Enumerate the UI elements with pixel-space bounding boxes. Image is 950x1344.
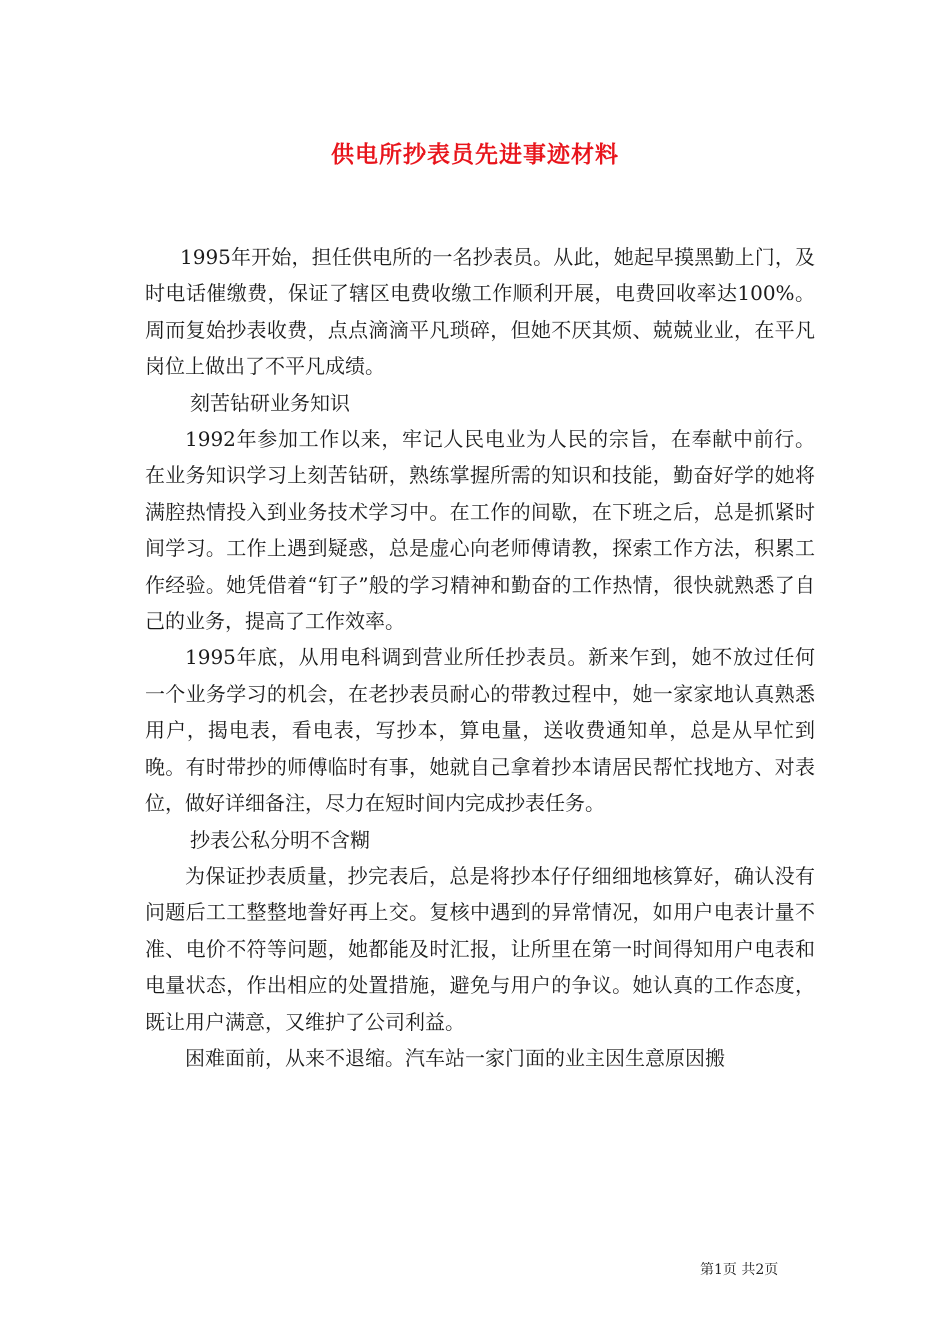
paragraph-quality: 为保证抄表质量，抄完表后，总是将抄本仔仔细细地核算好，确认没有问题后工工整整地誊好再上交。复核中遇到的异常情况，如用户电表计量不准、电价不符等问题，她都能及时汇报，让所里在第一时间得知用户电表和电量状态，作出相应的处置措施，避免与用户的争议。她认真的工作态度，既让用户满意，又维护了公司利益。 xyxy=(145,863,815,1034)
paragraph-intro: 1995年开始，担任供电所的一名抄表员。从此，她起早摸黑勤上门，及时电话催缴费，保证了辖区电费收缴工作顺利开展，电费回收率达100%。周而复始抄表收费，点点滴滴平凡琐碎，但她不厌其烦、兢兢业业，在平凡岗位上做出了不平凡成绩。 xyxy=(145,245,815,379)
document-title: 供电所抄表员先进事迹材料 xyxy=(331,141,619,168)
paragraph-difficulty: 困难面前，从来不退缩。汽车站一家门面的业主因生意原因搬 xyxy=(185,1045,725,1070)
paragraph-transfer: 1995年底，从用电科调到营业所任抄表员。新来乍到，她不放过任何一个业务学习的机会，在老抄表员耐心的带教过程中，她一家家地认真熟悉用户，揭电表，看电表，写抄本，算电量，送收费通知单，总是从早忙到晚。有时带抄的师傅临时有事，她就自己拿着抄本请居民帮忙找地方、对表位，做好详细备注，尽力在短时间内完成抄表任务。 xyxy=(145,645,815,816)
section-heading-integrity: 抄表公私分明不含糊 xyxy=(190,827,370,852)
section-heading-study: 刻苦钻研业务知识 xyxy=(190,390,350,415)
page-number-footer: 第1页 共2页 xyxy=(700,1262,779,1278)
document-body xyxy=(145,239,815,1076)
paragraph-study: 1992年参加工作以来，牢记人民电业为人民的宗旨，在奉献中前行。在业务知识学习上刻苦钻研，熟练掌握所需的知识和技能，勤奋好学的她将满腔热情投入到业务技术学习中。在工作的间歇，在下班之后，总是抓紧时间学习。工作上遇到疑惑，总是虚心向老师傅请教，探索工作方法，积累工作经验。她凭借着“钉子”般的学习精神和勤奋的工作热情，很快就熟悉了自己的业务，提高了工作效率。 xyxy=(145,427,815,634)
